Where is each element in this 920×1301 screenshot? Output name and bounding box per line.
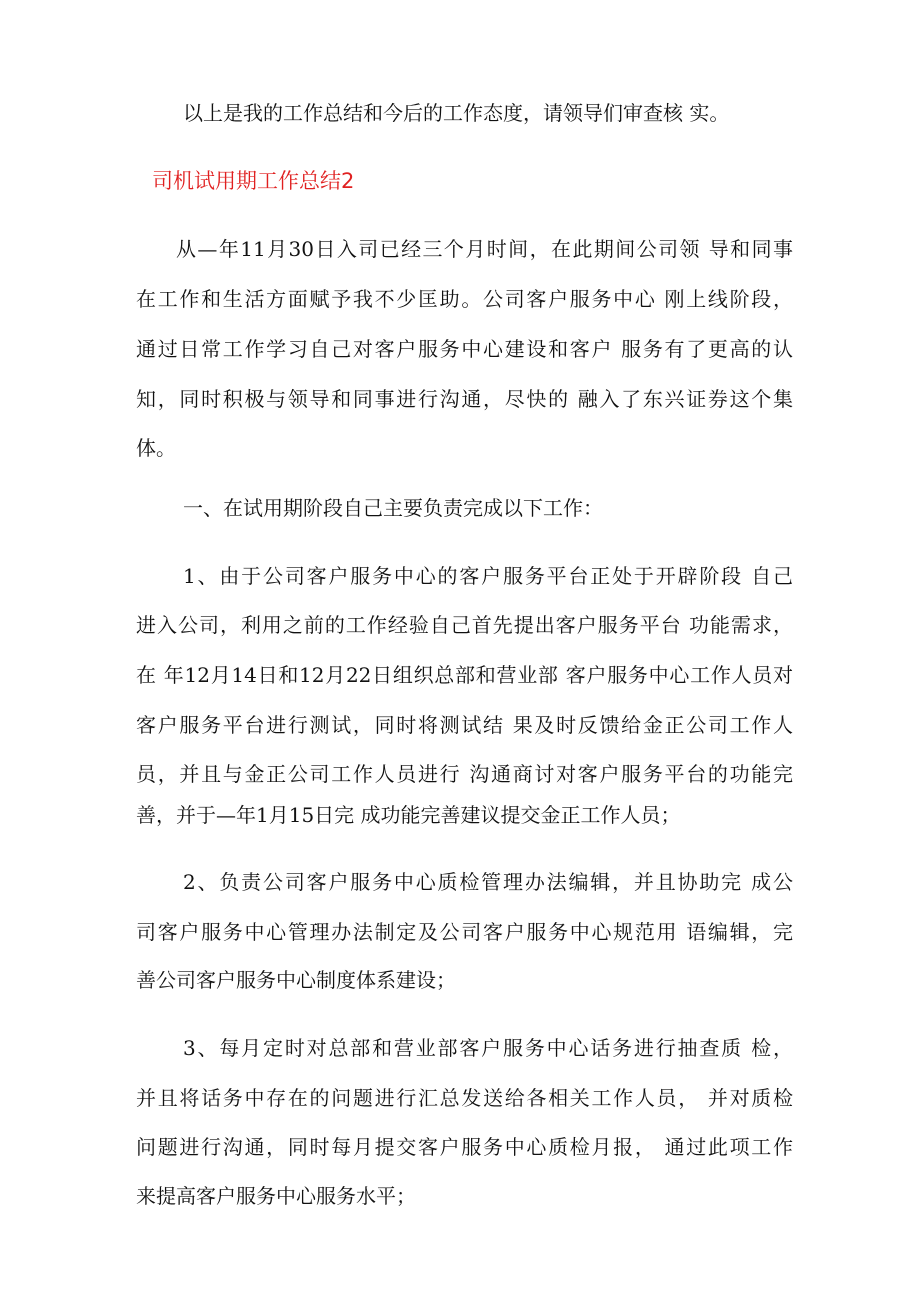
closing-line: 以上是我的工作总结和今后的工作态度，请领导们审查核 实。 <box>183 101 730 125</box>
paragraph-line: 来提高客户服务中心服务水平； <box>136 1184 416 1208</box>
paragraph-line: 客户服务平台进行测试，同时将测试结 果及时反馈给金正公司工作人 <box>136 713 793 737</box>
paragraph-line: 并且将话务中存在的问题进行汇总发送给各相关工作人员， 并对质检 <box>136 1086 793 1110</box>
paragraph-line: 司客户服务中心管理办法制定及公司客户服务中心规范用 语编辑，完 <box>136 920 793 944</box>
paragraph-line: 2、负责公司客户服务中心质检管理办法编辑，并且协助完 成公 <box>183 870 793 894</box>
paragraph-line: 知，同时积极与领导和同事进行沟通，尽快的 融入了东兴证券这个集 <box>136 387 793 411</box>
paragraph-line: 1、由于公司客户服务中心的客户服务平台正处于开辟阶段 自己 <box>183 564 793 588</box>
paragraph-line: 问题进行沟通，同时每月提交客户服务中心质检月报， 通过此项工作 <box>136 1135 793 1159</box>
section-heading: 司机试用期工作总结2 <box>152 169 355 193</box>
paragraph-line: 在 年12月14日和12月22日组织总部和营业部 客户服务中心工作人员对 <box>136 663 793 687</box>
paragraph-line: 通过日常工作学习自己对客户服务中心建设和客户 服务有了更高的认 <box>136 337 793 361</box>
paragraph-line: 在工作和生活方面赋予我不少匡助。公司客户服务中心 刚上线阶段， <box>136 287 793 311</box>
paragraph-line: 善公司客户服务中心制度体系建设； <box>136 968 456 992</box>
paragraph-line: 善，并于—年1月15日完 成功能完善建议提交金正工作人员； <box>136 803 681 827</box>
paragraph-line: 3、每月定时对总部和营业部客户服务中心话务进行抽查质 检， <box>183 1036 793 1060</box>
paragraph-line: 体。 <box>136 436 176 460</box>
paragraph-line: 进入公司，利用之前的工作经验自己首先提出客户服务平台 功能需求， <box>136 613 793 637</box>
paragraph-line: 一、在试用期阶段自己主要负责完成以下工作： <box>183 496 603 520</box>
paragraph-line: 从—年11月30日入司已经三个月时间，在此期间公司领 导和同事 <box>176 237 793 261</box>
paragraph-line: 员，并且与金正公司工作人员进行 沟通商讨对客户服务平台的功能完 <box>136 762 793 786</box>
